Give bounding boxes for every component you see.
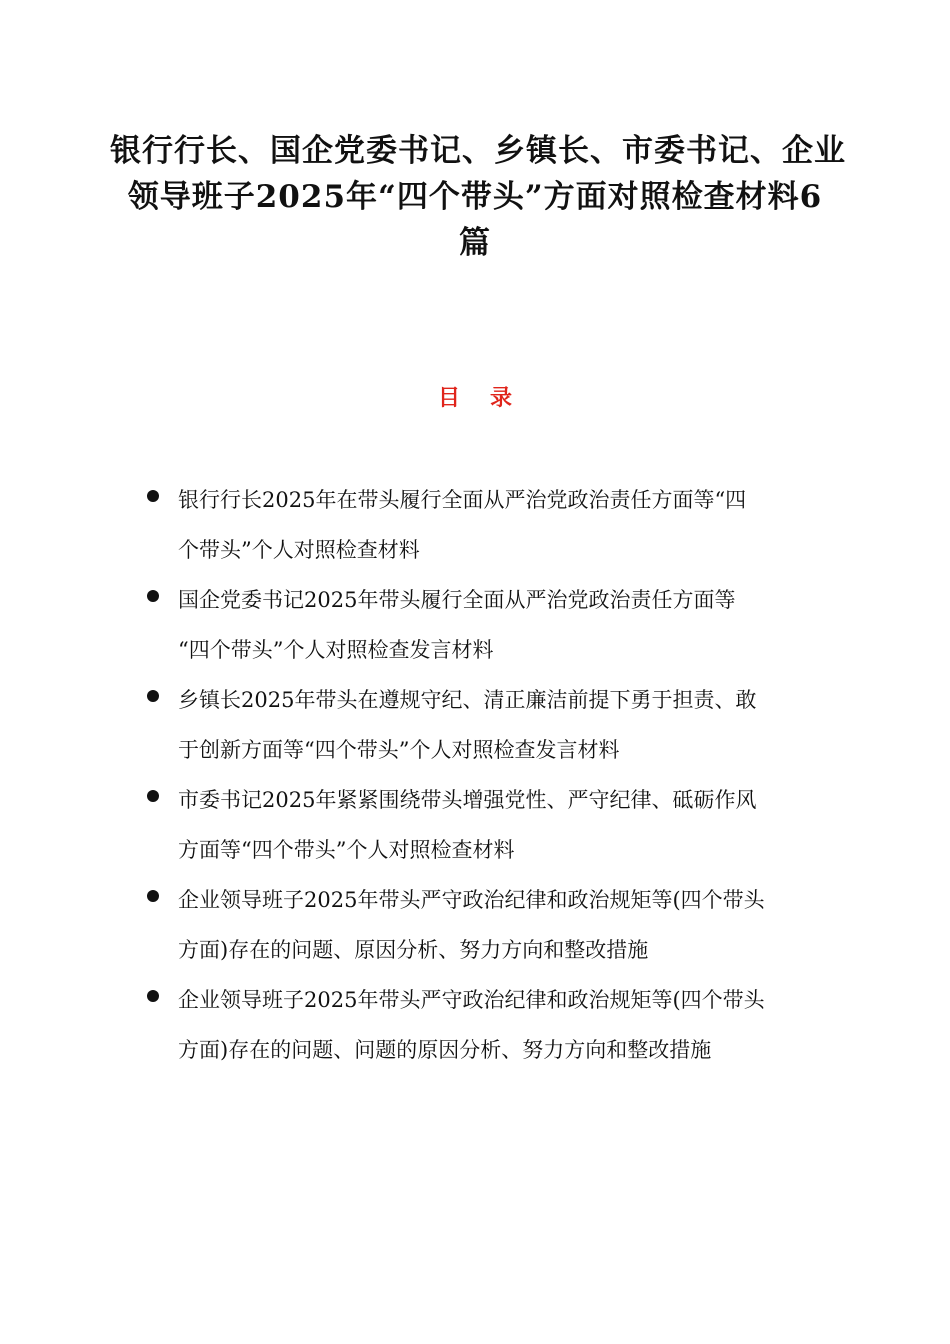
toc-item-line-2: 方面等“四个带头”个人对照检查材料: [178, 838, 515, 862]
toc-item-line-2: “四个带头”个人对照检查发言材料: [178, 638, 494, 662]
bullet-icon: [147, 790, 159, 802]
toc-item-6: [140, 975, 820, 1075]
bullet-icon: [147, 490, 159, 502]
bullet-icon: [147, 690, 159, 702]
toc-item-3: [140, 675, 820, 775]
toc-item-line-1: 银行行长2025年在带头履行全面从严治党政治责任方面等“四: [178, 488, 747, 512]
toc-heading-char-2: 录: [490, 385, 513, 411]
toc-item-line-2: 方面)存在的问题、原因分析、努力方向和整改措施: [178, 938, 649, 962]
toc-item-line-2: 个带头”个人对照检查材料: [178, 538, 420, 562]
toc-item-line-1: 企业领导班子2025年带头严守政治纪律和政治规矩等(四个带头: [178, 988, 765, 1012]
bullet-icon: [147, 590, 159, 602]
bullet-icon: [147, 890, 159, 902]
toc-item-line-1: 乡镇长2025年带头在遵规守纪、清正廉洁前提下勇于担责、敢: [178, 688, 757, 712]
toc-item-line-2: 方面)存在的问题、问题的原因分析、努力方向和整改措施: [178, 1038, 712, 1062]
title-line-3: 篇: [459, 225, 491, 261]
toc-heading: [0, 382, 950, 414]
toc-item-line-1: 国企党委书记2025年带头履行全面从严治党政治责任方面等: [178, 588, 736, 612]
toc-item-1: [140, 475, 820, 575]
toc-item-5: [140, 875, 820, 975]
toc-item-2: [140, 575, 820, 675]
table-of-contents: [140, 475, 820, 1075]
toc-item-line-1: 市委书记2025年紧紧围绕带头增强党性、严守纪律、砥砺作风: [178, 788, 757, 812]
toc-item-line-1: 企业领导班子2025年带头严守政治纪律和政治规矩等(四个带头: [178, 888, 765, 912]
toc-item-line-2: 于创新方面等“四个带头”个人对照检查发言材料: [178, 738, 620, 762]
document-title: [110, 128, 846, 266]
bullet-icon: [147, 990, 159, 1002]
title-line-2: 领导班子2025年“四个带头”方面对照检查材料6: [127, 179, 823, 215]
toc-item-4: [140, 775, 820, 875]
title-line-1: 银行行长、国企党委书记、乡镇长、市委书记、企业: [110, 133, 846, 169]
toc-heading-char-1: 目: [437, 385, 460, 411]
